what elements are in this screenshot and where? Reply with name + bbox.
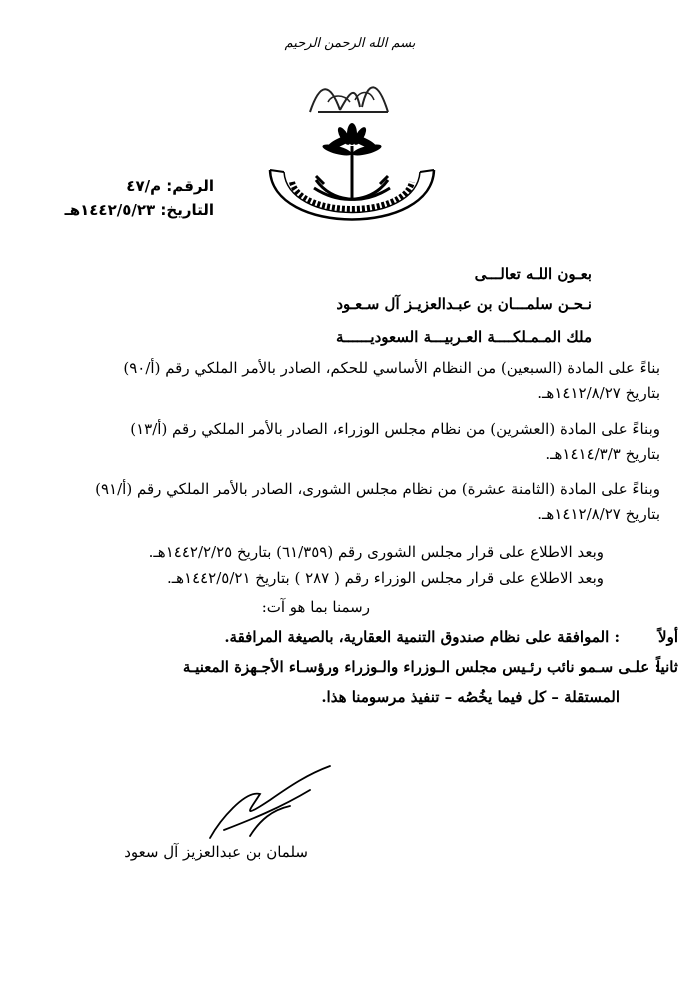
legal-basis-1-line2: بتاريخ ١٤١٢/٨/٢٧هـ. xyxy=(537,384,660,402)
item-1-label: أولاً xyxy=(658,628,678,646)
king-name-line: نـحـن سلمـــان بن عبـدالعزيـز آل سـعـود xyxy=(336,295,592,313)
signer-name: سلمان بن عبدالعزيز آل سعود xyxy=(124,843,308,861)
legal-basis-1-line1: بناءً على المادة (السبعين) من النظام الأساسي للحكم، الصادر بالأمر الملكي رقم (أ/٩٠) xyxy=(123,359,660,377)
decree-intro: رسمنا بما هو آت: xyxy=(261,598,370,616)
legal-basis-2-line1: وبناءً على المادة (العشرين) من نظام مجلس الوزراء، الصادر بالأمر الملكي رقم (أ/١٣) xyxy=(130,420,660,438)
item-1-text: : الموافقة على نظام صندوق التنمية العقارية، بالصيغة المرافقة. xyxy=(224,628,620,646)
handwritten-signature xyxy=(190,760,340,850)
reference-date: التاريخ: ١٤٤٢/٥/٢٣هـ xyxy=(64,201,214,219)
king-title-line: ملك المـمـلكــــة العـربيـــة السعوديــــــة xyxy=(336,328,592,346)
saudi-emblem xyxy=(262,118,442,258)
reference-number: الرقم: م/٤٧ xyxy=(126,177,214,195)
invocation-line: بعـون اللـه تعالـــى xyxy=(474,265,592,283)
item-2-line2: المستقلة – كل فيما يخُصُه – تنفيذ مرسومنا هذا. xyxy=(321,688,620,706)
legal-basis-3-line2: بتاريخ ١٤١٢/٨/٢٧هـ. xyxy=(537,505,660,523)
review-shura-line: وبعد الاطلاع على قرار مجلس الشورى رقم (٦١/٣٥٩) بتاريخ ١٤٤٢/٢/٢٥هـ. xyxy=(148,543,604,561)
item-2-line1: : علـى سـمو نائب رئـيس مجلس الـوزراء والـوزراء ورؤسـاء الأجـهزة المعنيـة xyxy=(182,658,660,676)
review-ministers-line: وبعد الاطلاع على قرار مجلس الوزراء رقم ( ٢٨٧ ) بتاريخ ١٤٤٢/٥/٢١هـ. xyxy=(166,569,604,587)
basmala: بسم الله الرحمن الرحيم xyxy=(284,36,416,51)
item-2-label: ثانياً xyxy=(655,658,678,676)
legal-basis-3-line1: وبناءً على المادة (الثامنة عشرة) من نظام مجلس الشورى، الصادر بالأمر الملكي رقم (أ/٩١) xyxy=(95,480,660,498)
shahada-calligraphy xyxy=(300,72,400,120)
legal-basis-2-line2: بتاريخ ١٤١٤/٣/٣هـ. xyxy=(545,445,660,463)
